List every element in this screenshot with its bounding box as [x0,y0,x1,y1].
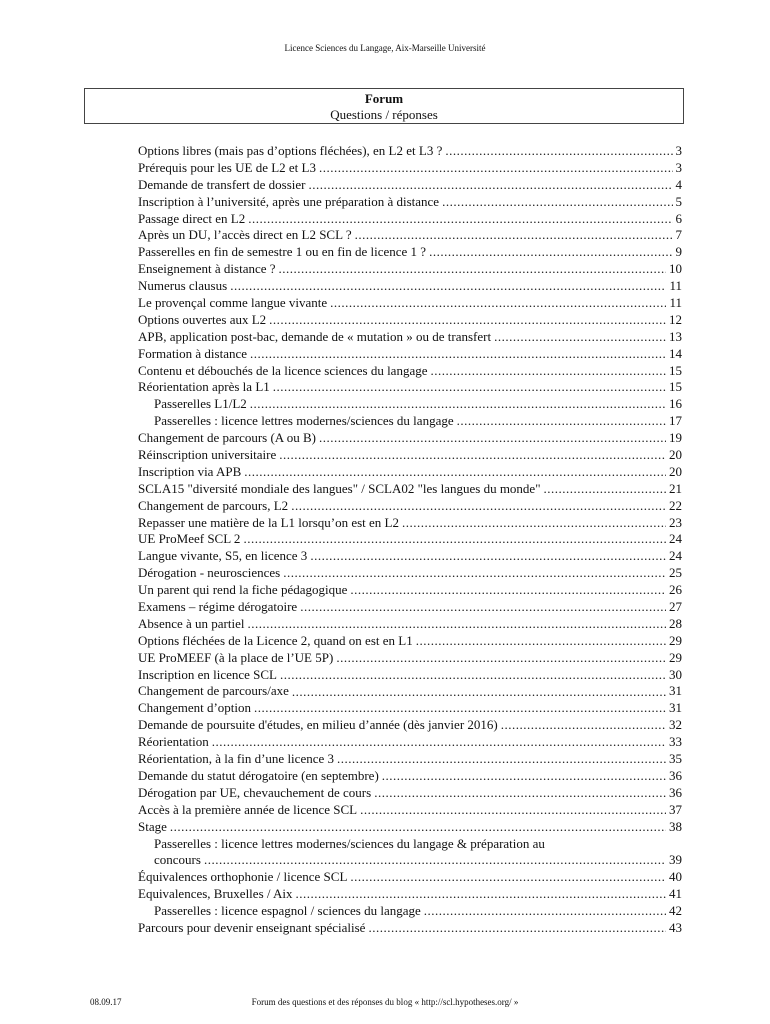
toc-entry-label: Le provençal comme langue vivante [138,295,328,310]
toc-page-number: 24 [669,531,682,547]
toc-leader-dots [494,329,666,346]
toc-entry-label: Réinscription universitaire [138,447,277,463]
toc-entry[interactable] [138,802,682,819]
toc-entry-label: Demande de transfert de dossier [138,176,306,192]
toc-page-number: 24 [669,548,682,564]
toc-entry[interactable] [138,886,682,903]
toc-entry-label: APB, application post-bac, demande de « mutation » ou de transfert [138,328,492,344]
toc-entry[interactable] [138,515,682,532]
toc-leader-dots [296,886,666,903]
toc-leader-dots [350,869,666,886]
toc-leader-dots [283,565,666,582]
toc-entry-label: SCLA15 "diversité mondiale des langues" / SCLA02 "les langues du monde" [138,480,541,496]
toc-page-number: 38 [669,818,682,834]
toc-subentry[interactable] [138,413,682,430]
toc-page-number: 14 [669,345,682,361]
toc-leader-dots [360,802,666,819]
toc-entry-label: Examens – régime dérogatoire [138,599,298,615]
toc-leader-dots [330,295,666,312]
toc-leader-dots [319,430,666,447]
toc-entry-label: UE ProMEEF (à la place de l’UE 5P) [138,649,334,665]
toc-leader-dots [280,667,666,684]
toc-leader-dots [416,633,666,650]
toc-entry[interactable] [138,548,682,565]
toc-page-number: 28 [669,615,682,631]
toc-page-number: 20 [669,447,682,463]
toc-entry-label: Passage direct en L2 [138,210,246,226]
toc-entry-label: Inscription via APB [138,463,242,479]
toc-entry-label: Formation à distance [138,345,248,361]
title-box [84,88,684,124]
toc-leader-dots [374,785,666,802]
toc-page-number: 17 [669,413,682,429]
toc-leader-dots [243,531,666,548]
toc-entry-label: Langue vivante, S5, en licence 3 [138,548,308,564]
toc-leader-dots [429,244,672,261]
toc-page-number: 40 [669,869,682,885]
toc-entry-label: UE ProMeef SCL 2 [138,531,241,547]
toc-leader-dots [337,751,666,768]
toc-page-number: 9 [675,244,682,260]
toc-leader-dots [244,464,666,481]
toc-page-number: 11 [669,295,682,310]
toc-page-number: 19 [669,430,682,446]
toc-page-number: 33 [669,734,682,750]
toc-page-number: 42 [669,903,682,919]
toc-page-number: 36 [669,784,682,800]
toc-leader-dots [350,582,666,599]
toc-entry-label: Réorientation après la L1 [138,379,270,395]
toc-entry-label: Passerelles : licence lettres modernes/sciences du langage [154,413,454,429]
toc-entry[interactable] [138,227,682,244]
toc-page-number: 6 [675,210,682,226]
toc-leader-dots [442,194,672,211]
toc-page-number: 27 [669,599,682,615]
toc-page-number: 23 [669,514,682,530]
toc-entry-label: Passerelles : licence espagnol / sciences du langage [154,903,421,919]
toc-page-number: 15 [669,379,682,395]
toc-entry[interactable] [138,768,682,785]
toc-leader-dots [544,481,666,498]
toc-entry[interactable] [138,481,682,498]
toc-entry[interactable] [138,177,682,194]
toc-page-number: 3 [675,159,682,175]
toc-entry-label: Parcours pour devenir enseignant spécialisé [138,919,366,935]
toc-entry-label: Stage [138,818,167,834]
toc-page-number: 31 [669,700,682,716]
toc-entry[interactable] [138,650,682,667]
toc-leader-dots [424,903,666,920]
footer-date: 08.09.17 [90,997,122,1007]
toc-entry[interactable] [138,194,682,211]
toc-leader-dots [300,599,666,616]
toc-entry-label: Accès à la première année de licence SCL [138,801,358,817]
toc-page-number: 12 [669,311,682,327]
toc-entry-label: Options fléchées de la Licence 2, quand on est en L1 [138,632,413,648]
toc-entry-label: Inscription à l’université, après une préparation à distance [138,193,440,209]
toc-entry[interactable] [138,700,682,717]
toc-entry[interactable] [138,211,682,228]
toc-page-number: 22 [669,497,682,513]
toc-page-number: 35 [669,751,682,767]
toc-entry[interactable] [138,531,682,548]
toc-entry-label: Un parent qui rend la fiche pédagogique [138,582,348,598]
toc-entry-label: Options ouvertes aux L2 [138,311,267,327]
toc-entry[interactable] [138,785,682,802]
toc-entry-label: Numerus clausus [138,278,228,294]
toc-entry[interactable] [138,143,682,160]
toc-leader-dots [355,227,673,244]
toc-entry[interactable] [138,379,682,396]
toc-entry-label: Changement d’option [138,700,252,716]
toc-page-number: 10 [669,261,682,277]
toc-entry-label: Equivalences, Bruxelles / Aix [138,886,293,902]
toc-leader-dots [250,346,666,363]
toc-leader-dots [431,363,667,380]
toc-page-number: 39 [669,852,682,868]
toc-leader-dots [212,734,666,751]
toc-leader-dots [250,396,666,413]
toc-entry[interactable] [138,819,682,836]
toc-leader-dots [368,920,666,937]
toc-entry-label: Passerelles en fin de semestre 1 ou en fin de licence 1 ? [138,244,427,260]
toc-page-number: 13 [669,328,682,344]
toc-leader-dots [204,852,666,869]
toc-entry[interactable] [138,582,682,599]
toc-entry-label: Prérequis pour les UE de L2 et L3 [138,159,316,175]
toc-entry[interactable] [138,160,682,177]
toc-leader-dots [457,413,666,430]
toc-leader-dots [402,515,666,532]
toc-page-number: 15 [669,362,682,378]
toc-entry-label: Demande du statut dérogatoire (en septembre) [138,767,379,783]
toc-entry[interactable] [138,667,682,684]
toc-leader-dots [445,143,672,160]
toc-leader-dots [291,498,666,515]
running-header: Licence Sciences du Langage, Aix-Marseille Université [284,43,486,53]
toc-entry-label: Options libres (mais pas d’options fléchées), en L2 et L3 ? [138,142,443,158]
toc-page-number: 37 [669,801,682,817]
toc-entry[interactable] [138,852,682,869]
toc-entry-label: Changement de parcours/axe [138,683,289,699]
table-of-contents [138,143,682,937]
toc-entry-label: Réorientation, à la fin d’une licence 3 [138,751,335,767]
toc-entry-label: Après un DU, l’accès direct en L2 SCL ? [138,227,352,243]
toc-page-number: 41 [669,886,682,902]
toc-entry[interactable] [138,464,682,481]
toc-entry[interactable] [138,363,682,380]
toc-leader-dots [279,261,666,278]
toc-entry[interactable] [138,498,682,515]
toc-entry-label: Inscription en licence SCL [138,666,277,682]
toc-page-number: 3 [675,142,682,158]
toc-leader-dots [309,177,673,194]
toc-page-number: 5 [675,193,682,209]
toc-entry[interactable] [138,751,682,768]
toc-page-number: 32 [669,717,682,733]
toc-page-number: 29 [669,632,682,648]
toc-entry[interactable] [138,346,682,363]
toc-page-number: 25 [669,565,682,581]
toc-entry-label: Équivalences orthophonie / licence SCL [138,869,348,885]
toc-page-number: 11 [669,278,682,294]
page-title: Forum [364,91,404,106]
page-subtitle: Questions / réponses [330,107,438,122]
toc-entry[interactable] [138,734,682,751]
toc-entry[interactable] [138,430,682,447]
toc-entry-label: Changement de parcours, L2 [138,497,289,513]
toc-page-number: 20 [669,463,682,479]
toc-entry-label: Réorientation [138,734,209,750]
toc-leader-dots [292,684,666,701]
toc-entry[interactable] [138,633,682,650]
toc-entry-label: Contenu et débouchés de la licence sciences du langage [138,362,428,378]
toc-entry-label: Changement de parcours (A ou B) [138,430,316,446]
toc-leader-dots [269,312,666,329]
toc-entry[interactable] [138,329,682,346]
footer-blog-reference: Forum des questions et des réponses du blog « http://scl.hypotheses.org/ » [251,997,519,1007]
toc-entry[interactable] [138,278,682,295]
toc-entry[interactable] [138,244,682,261]
toc-entry[interactable] [138,717,682,734]
toc-entry-label: Dérogation - neurosciences [138,565,281,581]
toc-entry[interactable] [138,295,682,312]
toc-leader-dots [248,211,672,228]
toc-leader-dots [336,650,666,667]
toc-page-number: 31 [669,683,682,699]
toc-page-number: 29 [669,649,682,665]
toc-page-number: 43 [669,919,682,935]
toc-subentry[interactable] [138,396,682,413]
toc-entry-label: Absence à un partiel [138,615,245,631]
toc-entry[interactable] [138,565,682,582]
toc-entry-line[interactable]: Passerelles : licence lettres modernes/sciences du langage & préparation au [154,835,545,851]
toc-leader-dots [247,616,666,633]
toc-page-number: 21 [669,480,682,496]
toc-entry[interactable] [138,684,682,701]
toc-page-number: 16 [669,396,682,412]
toc-entry[interactable] [138,261,682,278]
toc-page-number: 30 [669,666,682,682]
toc-entry-label: concours [154,852,201,868]
toc-page-number: 36 [669,767,682,783]
toc-entry[interactable] [138,599,682,616]
toc-page-number: 26 [669,582,682,598]
toc-leader-dots [279,447,666,464]
toc-entry-label: Passerelles L1/L2 [154,396,247,412]
toc-entry[interactable] [138,869,682,886]
toc-leader-dots [254,700,666,717]
toc-leader-dots [310,548,666,565]
toc-entry-label: Repasser une matière de la L1 lorsqu’on est en L2 [138,514,399,530]
toc-leader-dots [230,278,666,295]
toc-entry[interactable] [138,447,682,464]
toc-leader-dots [273,379,666,396]
toc-entry[interactable] [138,920,682,937]
toc-entry-label: Dérogation par UE, chevauchement de cours [138,784,372,800]
toc-entry-label: Demande de poursuite d'études, en milieu d’année (dès janvier 2016) [138,717,498,733]
toc-entry-label: Enseignement à distance ? [138,261,276,277]
toc-page-number: 7 [675,227,682,243]
toc-leader-dots [319,160,673,177]
toc-subentry[interactable] [138,903,682,920]
toc-page-number: 4 [675,176,682,192]
toc-leader-dots [170,819,666,836]
toc-leader-dots [501,717,666,734]
toc-entry[interactable] [138,616,682,633]
toc-leader-dots [382,768,666,785]
toc-entry[interactable] [138,312,682,329]
